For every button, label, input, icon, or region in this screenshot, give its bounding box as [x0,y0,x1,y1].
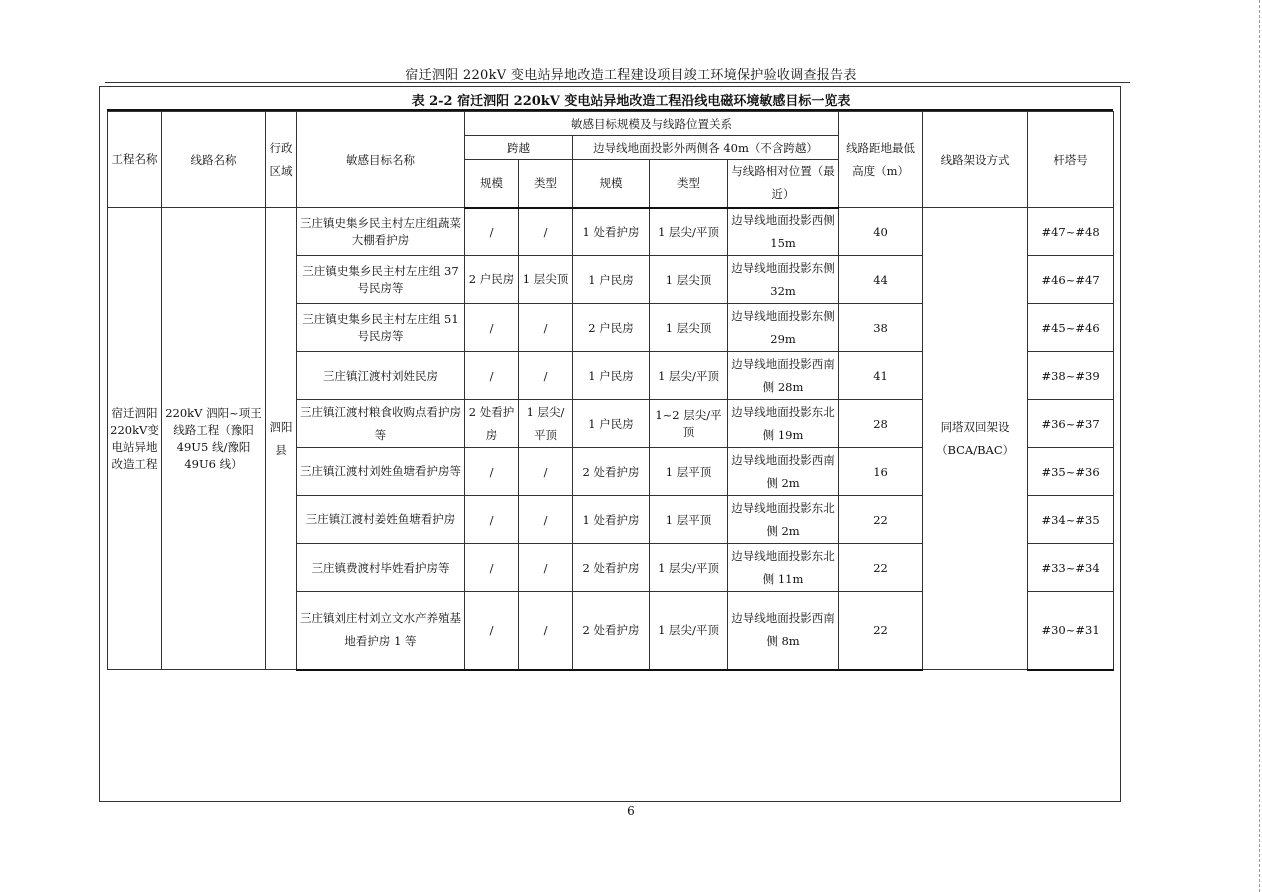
cell-proj-type: 1 层尖/平顶 [650,592,728,670]
cell-position: 边导线地面投影西侧 15m [728,208,839,256]
cell-target: 三庄镇史集乡民主村左庄组 37 号民房等 [297,256,465,304]
cell-cross-type: / [519,304,573,352]
cell-tower: #38~#39 [1028,352,1114,400]
cell-proj-type: 1 层平顶 [650,496,728,544]
cell-proj-type: 1 层尖顶 [650,256,728,304]
cell-proj-scale: 2 户民房 [573,304,650,352]
cell-line: 220kV 泗阳~项王线路工程（豫阳 49U5 线/豫阳 49U6 线） [162,208,266,670]
cell-cross-scale: 2 处看护房 [465,400,519,448]
table-title: 表 2-2 宿迁泗阳 220kV 变电站异地改造工程沿线电磁环境敏感目标一览表 [411,94,851,109]
header-min-height: 线路距地最低高度（m） [839,112,923,208]
cell-target: 三庄镇费渡村毕姓看护房等 [297,544,465,592]
cell-proj-scale: 1 户民房 [573,400,650,448]
cell-cross-type: / [519,448,573,496]
cell-height: 16 [839,448,923,496]
header-line: 线路名称 [162,112,266,208]
cell-proj-type: 1 层尖/平顶 [650,352,728,400]
sensitive-targets-table [107,111,1114,671]
cell-height: 44 [839,256,923,304]
page-number: 6 [627,804,635,818]
cell-proj-scale: 1 处看护房 [573,496,650,544]
cell-position: 边导线地面投影西南侧 28m [728,352,839,400]
cell-position: 边导线地面投影东北侧 2m [728,496,839,544]
cell-tower: #45~#46 [1028,304,1114,352]
header-cross-type: 类型 [519,160,573,208]
header-cross: 跨越 [465,136,573,160]
report-header: 宿迁泗阳 220kV 变电站异地改造工程建设项目竣工环境保护验收调查报告表 [405,68,857,83]
cell-tower: #46~#47 [1028,256,1114,304]
cell-cross-type: / [519,592,573,670]
cell-project: 宿迁泗阳220kV变电站异地改造工程 [108,208,162,670]
cell-position: 边导线地面投影东北侧 11m [728,544,839,592]
cell-position: 边导线地面投影东侧 29m [728,304,839,352]
cell-height: 41 [839,352,923,400]
cell-height: 38 [839,304,923,352]
cell-target: 三庄镇江渡村粮食收购点看护房等 [297,400,465,448]
cell-target: 三庄镇江渡村刘姓鱼塘看护房等 [297,448,465,496]
cell-cross-scale: 2 户民房 [465,256,519,304]
cell-cross-type: / [519,352,573,400]
cell-position: 边导线地面投影西南侧 2m [728,448,839,496]
cell-position: 边导线地面投影东侧 32m [728,256,839,304]
header-scale-group: 敏感目标规模及与线路位置关系 [465,112,839,136]
header-region: 行政区域 [266,112,297,208]
cell-cross-scale: / [465,448,519,496]
cell-region: 泗阳县 [266,208,297,670]
cell-proj-type: 1 层尖顶 [650,304,728,352]
cell-target: 三庄镇江渡村刘姓民房 [297,352,465,400]
cell-cross-type: 1 层尖顶 [519,256,573,304]
cell-proj-type: 1 层尖/平顶 [650,208,728,256]
cell-position: 边导线地面投影西南侧 8m [728,592,839,670]
cell-target: 三庄镇史集乡民主村左庄组蔬菜大棚看护房 [297,208,465,256]
cell-proj-scale: 2 处看护房 [573,448,650,496]
cell-cross-scale: / [465,352,519,400]
cell-target: 三庄镇刘庄村刘立文水产养殖基地看护房 1 等 [297,592,465,670]
cell-cross-type: 1 层尖/平顶 [519,400,573,448]
cell-height: 22 [839,544,923,592]
cell-tower: #34~#35 [1028,496,1114,544]
cell-target: 三庄镇史集乡民主村左庄组 51 号民房等 [297,304,465,352]
cell-proj-scale: 2 处看护房 [573,592,650,670]
cell-proj-scale: 1 户民房 [573,352,650,400]
header-rule [105,82,1130,83]
header-tower: 杆塔号 [1028,112,1114,208]
cell-proj-type: 1 层尖/平顶 [650,544,728,592]
cell-tower: #47~#48 [1028,208,1114,256]
cell-cross-scale: / [465,496,519,544]
cell-cross-scale: / [465,208,519,256]
cell-proj-type: 1~2 层尖/平顶 [650,400,728,448]
cell-tower: #36~#37 [1028,400,1114,448]
header-project: 工程名称 [108,112,162,208]
cell-erection: 同塔双回架设（BCA/BAC） [923,208,1028,670]
header-target: 敏感目标名称 [297,112,465,208]
cell-height: 22 [839,592,923,670]
header-proj-type: 类型 [650,160,728,208]
table-row [108,208,1114,256]
cell-proj-type: 1 层平顶 [650,448,728,496]
header-proj-scale: 规模 [573,160,650,208]
header-relative-pos: 与线路相对位置（最近） [728,160,839,208]
header-cross-scale: 规模 [465,160,519,208]
cell-proj-scale: 2 处看护房 [573,544,650,592]
cell-cross-scale: / [465,544,519,592]
cell-cross-scale: / [465,304,519,352]
header-projection: 边导线地面投影外两侧各 40m（不含跨越） [573,136,839,160]
cell-tower: #30~#31 [1028,592,1114,670]
cell-height: 28 [839,400,923,448]
cell-tower: #35~#36 [1028,448,1114,496]
page-edge [1259,0,1260,892]
cell-target: 三庄镇江渡村姜姓鱼塘看护房 [297,496,465,544]
cell-cross-type: / [519,208,573,256]
cell-cross-type: / [519,496,573,544]
header-erection: 线路架设方式 [923,112,1028,208]
cell-height: 40 [839,208,923,256]
cell-proj-scale: 1 户民房 [573,256,650,304]
cell-position: 边导线地面投影东北侧 19m [728,400,839,448]
cell-cross-type: / [519,544,573,592]
cell-cross-scale: / [465,592,519,670]
cell-proj-scale: 1 处看护房 [573,208,650,256]
cell-height: 22 [839,496,923,544]
cell-tower: #33~#34 [1028,544,1114,592]
